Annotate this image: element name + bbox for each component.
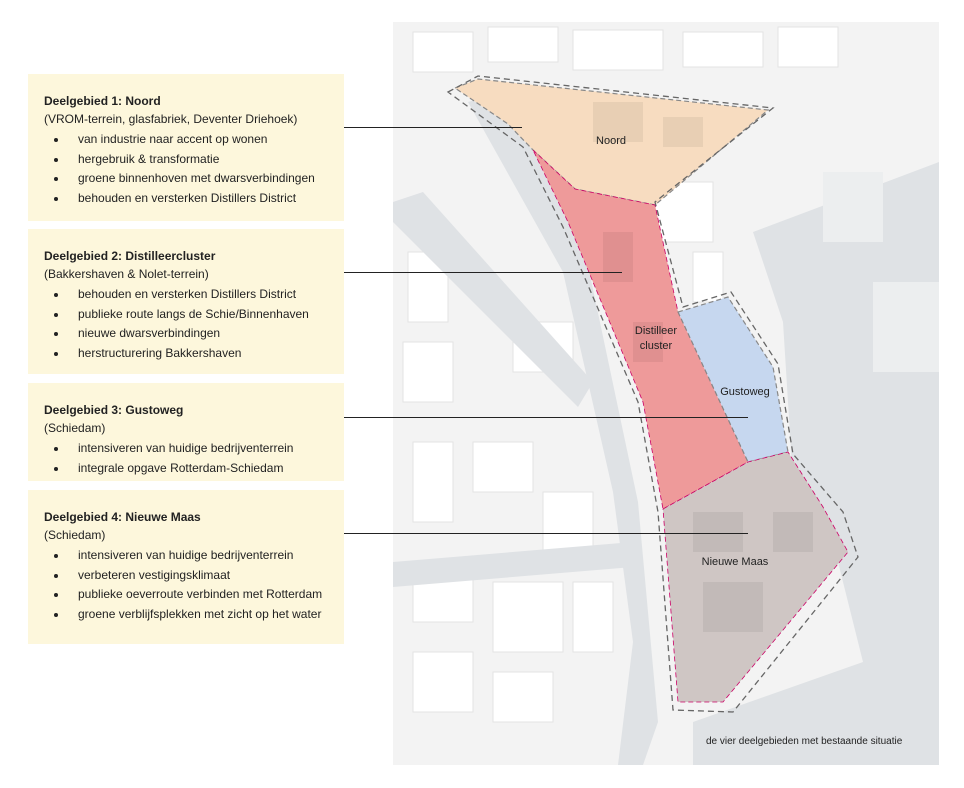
leader-line-distilleercluster: [344, 272, 622, 273]
list-item: behouden en versterken Distillers District: [44, 285, 334, 305]
list-item: publieke route langs de Schie/Binnenhaven: [44, 305, 334, 325]
area-subtitle: (Schiedam): [44, 421, 106, 435]
area-title: Deelgebied 3: Gustoweg: [44, 403, 184, 417]
area-panel-nieuwe-maas: [28, 490, 344, 644]
area-bullet-list: [44, 285, 334, 363]
leader-line-gustoweg: [344, 417, 748, 418]
area-title: Deelgebied 2: Distilleercluster: [44, 249, 216, 263]
list-item: groene verblijfsplekken met zicht op het water: [44, 605, 334, 625]
label-nieuwe-maas: Nieuwe Maas: [701, 556, 769, 568]
label-cluster: cluster: [639, 340, 673, 352]
area-title: Deelgebied 1: Noord: [44, 94, 161, 108]
area-subtitle: (VROM-terrein, glasfabriek, Deventer Driehoek): [44, 112, 298, 126]
area-panel-distilleercluster: [28, 229, 344, 374]
area-subtitle: (Schiedam): [44, 528, 106, 542]
quay-block: [873, 282, 939, 372]
area-subtitle: (Bakkershaven & Nolet-terrein): [44, 267, 209, 281]
area-bullet-list: [44, 439, 334, 478]
list-item: verbeteren vestigingsklimaat: [44, 566, 334, 586]
list-item: integrale opgave Rotterdam-Schiedam: [44, 459, 334, 479]
list-item: publieke oeverroute verbinden met Rotterdam: [44, 585, 334, 605]
area-map: [393, 22, 939, 765]
area-panel-gustoweg: [28, 383, 344, 481]
map-caption: de vier deelgebieden met bestaande situatie: [706, 736, 903, 747]
list-item: intensiveren van huidige bedrijventerrein: [44, 439, 334, 459]
quay-block: [823, 172, 883, 242]
list-item: intensiveren van huidige bedrijventerrein: [44, 546, 334, 566]
area-panel-noord: [28, 74, 344, 221]
list-item: groene binnenhoven met dwarsverbindingen: [44, 169, 334, 189]
list-item: van industrie naar accent op wonen: [44, 130, 334, 150]
label-distilleer: Distilleer: [634, 325, 678, 337]
list-item: behouden en versterken Distillers District: [44, 189, 334, 209]
area-title: Deelgebied 4: Nieuwe Maas: [44, 510, 201, 524]
leader-line-noord: [344, 127, 522, 128]
area-bullet-list: [44, 130, 334, 208]
label-gustoweg: Gustoweg: [720, 386, 770, 398]
label-noord: Noord: [596, 135, 626, 147]
area-bullet-list: [44, 546, 334, 624]
list-item: hergebruik & transformatie: [44, 150, 334, 170]
list-item: nieuwe dwarsverbindingen: [44, 324, 334, 344]
list-item: herstructurering Bakkershaven: [44, 344, 334, 364]
leader-line-nieuwe-maas: [344, 533, 748, 534]
